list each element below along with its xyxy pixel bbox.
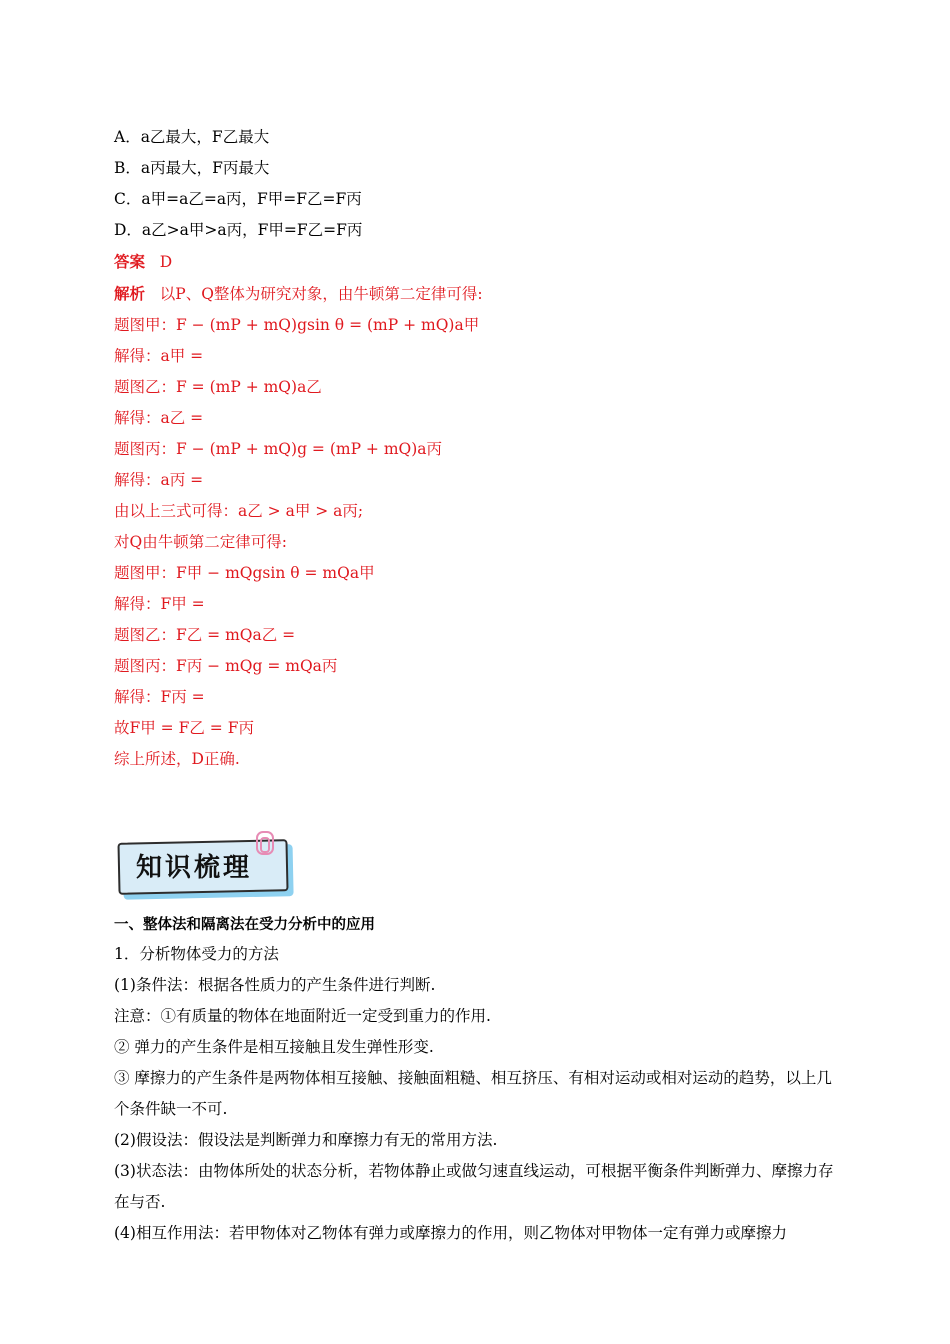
paragraph: (3)状态法：由物体所处的状态分析，若物体静止或做匀速直线运动，可根据平衡条件判断弹力、摩擦力存在与否. [114, 1162, 834, 1211]
paragraph: 注意：①有质量的物体在地面附近一定受到重力的作用. [114, 1007, 491, 1025]
section-heading: 一、整体法和隔离法在受力分析中的应用 [114, 917, 375, 933]
option-list [114, 122, 844, 246]
paragraph: (1)条件法：根据各性质力的产生条件进行判断. [114, 976, 436, 994]
option-d: D．a乙>a甲>a丙，F甲=F乙=F丙 [114, 221, 363, 239]
analysis-label: 解析 [114, 284, 146, 303]
paperclip-inner-icon [260, 837, 270, 853]
analysis-line: 题图丙：F − (mP + mQ)g = (mP + mQ)a丙 [114, 440, 443, 458]
analysis-line: 解得：a甲 = [114, 347, 204, 365]
analysis-line: 解得：a丙 = [114, 471, 204, 489]
analysis-intro: 以P、Q整体为研究对象，由牛顿第二定律可得: [159, 285, 483, 303]
analysis-line: 对Q由牛顿第二定律可得: [114, 533, 287, 551]
analysis-line: 题图乙：F乙 = mQa乙 = [114, 626, 296, 644]
paragraph: (4)相互作用法：若甲物体对乙物体有弹力或摩擦力的作用，则乙物体对甲物体一定有弹力或摩擦力 [114, 1224, 787, 1242]
analysis-intro-line [114, 278, 844, 310]
paragraph: 1．分析物体受力的方法 [114, 945, 279, 963]
analysis-line: 题图乙：F = (mP + mQ)a乙 [114, 378, 322, 396]
analysis-lines [114, 310, 844, 775]
answer-value: D [159, 253, 173, 271]
answer-line [114, 246, 844, 278]
analysis-line: 题图甲：F甲 − mQgsin θ = mQa甲 [114, 564, 375, 582]
analysis-line: 解得：a乙 = [114, 409, 204, 427]
option-b: B．a丙最大，F丙最大 [114, 159, 270, 177]
option-a: A．a乙最大，F乙最大 [114, 128, 270, 146]
analysis-line: 故F甲 = F乙 = F丙 [114, 719, 254, 737]
analysis-line: 解得：F丙 = [114, 688, 205, 706]
paragraph: (2)假设法：假设法是判断弹力和摩擦力有无的常用方法. [114, 1131, 498, 1149]
knowledge-banner [114, 831, 294, 897]
section-body [114, 939, 844, 1249]
document-page [114, 122, 844, 1249]
analysis-line: 综上所述，D正确. [114, 750, 240, 768]
paragraph: ③ 摩擦力的产生条件是两物体相互接触、接触面粗糙、相互挤压、有相对运动或相对运动的趋势，以上几个条件缺一不可. [114, 1069, 832, 1118]
banner-title: 知识梳理 [136, 853, 253, 883]
option-c: C．a甲=a乙=a丙，F甲=F乙=F丙 [114, 190, 362, 208]
analysis-line: 题图甲：F − (mP + mQ)gsin θ = (mP + mQ)a甲 [114, 316, 480, 334]
answer-label: 答案 [114, 252, 146, 271]
analysis-line: 由以上三式可得：a乙 > a甲 > a丙; [114, 502, 364, 520]
analysis-line: 解得：F甲 = [114, 595, 205, 613]
analysis-line: 题图丙：F丙 − mQg = mQa丙 [114, 657, 338, 675]
section-spacer [114, 775, 844, 831]
paragraph: ② 弹力的产生条件是相互接触且发生弹性形变. [114, 1038, 434, 1056]
